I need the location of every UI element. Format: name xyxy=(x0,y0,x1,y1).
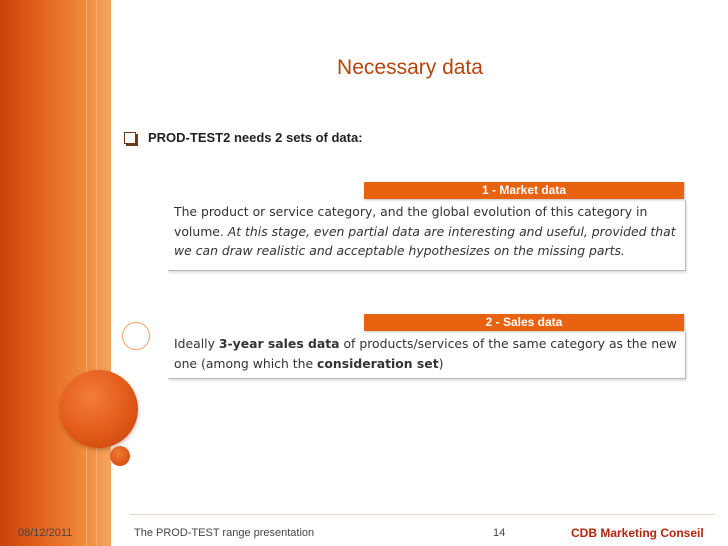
market-data-text xyxy=(168,200,685,265)
text-run: 3-year sales data xyxy=(218,336,340,351)
market-data-header: 1 - Market data xyxy=(364,182,684,199)
footer-presentation-name: The PROD-TEST range presentation xyxy=(134,527,315,539)
checkbox-bullet-icon xyxy=(124,132,136,144)
footer-divider xyxy=(130,514,715,515)
bullet-text: PROD-TEST2 needs 2 sets of data: xyxy=(148,130,363,145)
panel-stripe xyxy=(86,0,87,546)
panel-stripe xyxy=(96,0,97,546)
decorative-circle-small xyxy=(110,446,130,466)
page-number: 14 xyxy=(493,527,506,539)
text-run: of products/services of the same category as the new one (among which the xyxy=(174,336,677,371)
slide-title: Necessary data xyxy=(337,56,483,79)
sales-data-text xyxy=(168,332,685,377)
bullet-item xyxy=(124,130,363,145)
decorative-circle-outline xyxy=(122,322,150,350)
footer-brand: CDB Marketing Conseil xyxy=(571,526,704,540)
text-run: The product or service category, and the global evolution of this category in volume. xyxy=(174,204,648,239)
footer-date: 08/12/2011 xyxy=(18,527,73,539)
text-run: At this stage, even partial data are interesting and useful, provided that we can draw realistic and acceptable hypothesizes on the missing parts. xyxy=(174,223,676,258)
sales-data-box xyxy=(168,332,686,379)
sales-data-header: 2 - Sales data xyxy=(364,314,684,331)
decorative-side-panel xyxy=(0,0,111,546)
text-run: consideration set xyxy=(317,355,439,371)
decorative-circle-large xyxy=(60,370,138,448)
text-run: Ideally xyxy=(174,336,219,351)
text-run: ) xyxy=(438,355,444,371)
market-data-box xyxy=(168,200,686,271)
